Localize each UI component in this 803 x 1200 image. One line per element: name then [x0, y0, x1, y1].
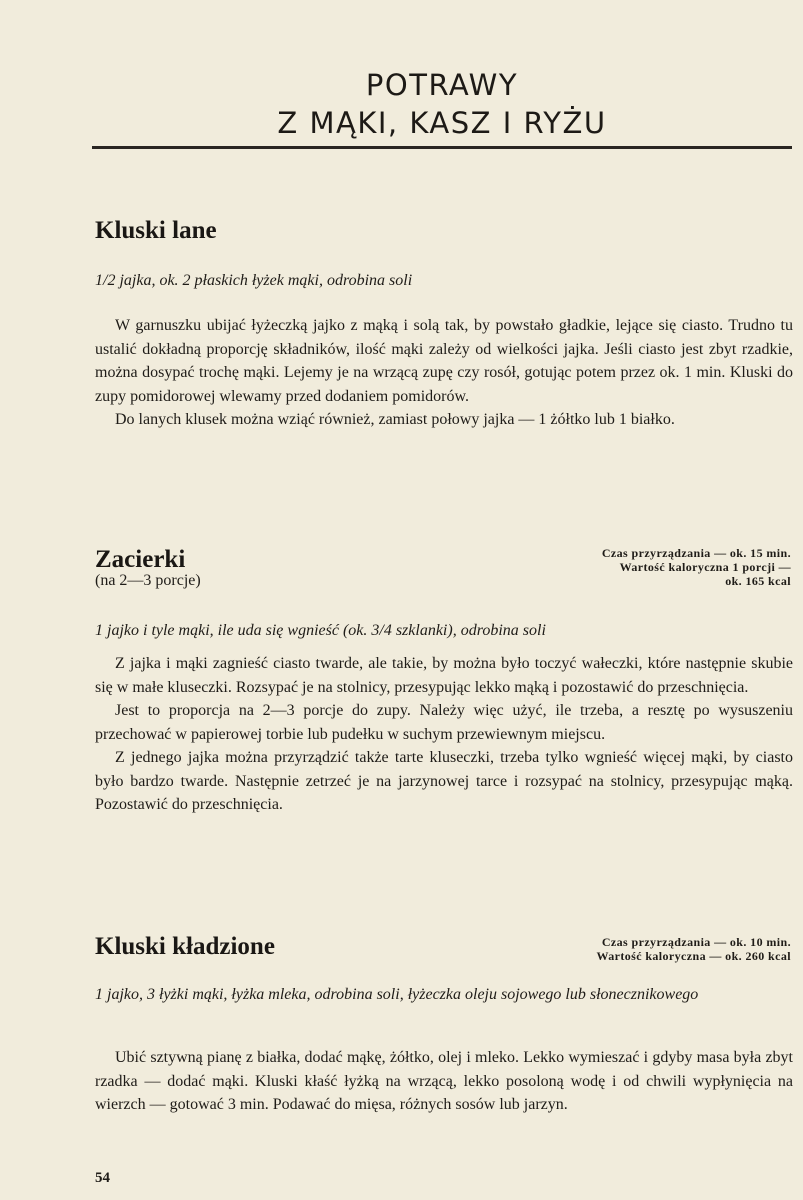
- calorie-value: Wartość kaloryczna — ok. 260 kcal: [596, 949, 791, 963]
- page-number: 54: [95, 1170, 110, 1186]
- prep-time: Czas przyrządzania — ok. 15 min.: [601, 546, 791, 560]
- recipe-meta: [596, 935, 791, 963]
- recipe-title: Kluski kładzione: [95, 933, 275, 960]
- instruction-paragraph: Ubić sztywną pianę z białka, dodać mąkę, żółtko, olej i mleko. Lekko wymieszać i gdyby masa była zbyt rzadka — dodać mąki. Kluski kłaść łyżką na wrzącą, lekko posoloną wodę i od chwili wypłynięcia na wierzch — gotować 3 min. Podawać do mięsa, różnych sosów lub jarzyn.: [95, 1049, 793, 1113]
- calorie-value-cont: ok. 165 kcal: [725, 574, 791, 588]
- recipe-title: Kluski lane: [95, 217, 217, 244]
- chapter-title-line2: Z MĄKI, KASZ I RYŻU: [277, 106, 607, 140]
- instruction-paragraph: Do lanych klusek można wziąć również, zamiast połowy jajka — 1 żółtko lub 1 białko.: [115, 411, 675, 428]
- instruction-paragraph: W garnuszku ubijać łyżeczką jajko z mąką i solą tak, by powstało gładkie, lejące się ciasto. Trudno tu ustalić dokładną proporcję składników, ilość mąki zależy od wielkości jajka. Jeśli ciasto jest zbyt rzadkie, można dosypać trochę mąki. Lejemy je na wrzącą zupę czy rosół, gotując potem przez ok. 1 min. Kluski do zupy pomidorowej wlewamy przed dodaniem pomidorów.: [95, 317, 793, 405]
- recipe-title: Zacierki: [95, 546, 186, 573]
- recipe-portion: (na 2—3 porcje): [95, 572, 201, 589]
- chapter-title-line1: POTRAWY: [365, 68, 519, 102]
- recipe-instructions: [95, 652, 793, 817]
- recipe-ingredients: 1 jajko, 3 łyżki mąki, łyżka mleka, odrobina soli, łyżeczka oleju sojowego lub słonecznikowego: [95, 986, 699, 1003]
- recipe-instructions: [95, 314, 793, 432]
- recipe-ingredients: 1/2 jajka, ok. 2 płaskich łyżek mąki, odrobina soli: [95, 272, 413, 289]
- prep-time: Czas przyrządzania — ok. 10 min.: [601, 935, 791, 949]
- instruction-paragraph: Z jajka i mąki zagnieść ciasto twarde, ale takie, by można było toczyć wałeczki, które następnie skubie się w małe kluseczki. Rozsypać je na stolnicy, przesypując lekko mąką i pozostawić do przeschnięcia.: [95, 655, 793, 696]
- title-rule: [92, 146, 792, 149]
- instruction-paragraph: Jest to proporcja na 2—3 porcje do zupy. Należy więc użyć, ile trzeba, a resztę po wysuszeniu przechować w papierowej torbie lub pudełku w suchym przewiewnym miejscu.: [95, 702, 793, 743]
- calorie-value: Wartość kaloryczna 1 porcji —: [619, 560, 791, 574]
- recipe-meta: [602, 546, 791, 588]
- recipe-ingredients: 1 jajko i tyle mąki, ile uda się wgnieść (ok. 3/4 szklanki), odrobina soli: [95, 622, 546, 639]
- instruction-paragraph: Z jednego jajka można przyrządzić także tarte kluseczki, trzeba tylko wgnieść więcej mąki, by ciasto było bardzo twarde. Następnie zetrzeć je na jarzynowej tarce i rozsypać na stolnicy, przesypując mąką. Pozostawić do przeschnięcia.: [95, 749, 793, 813]
- recipe-instructions: [95, 1046, 793, 1117]
